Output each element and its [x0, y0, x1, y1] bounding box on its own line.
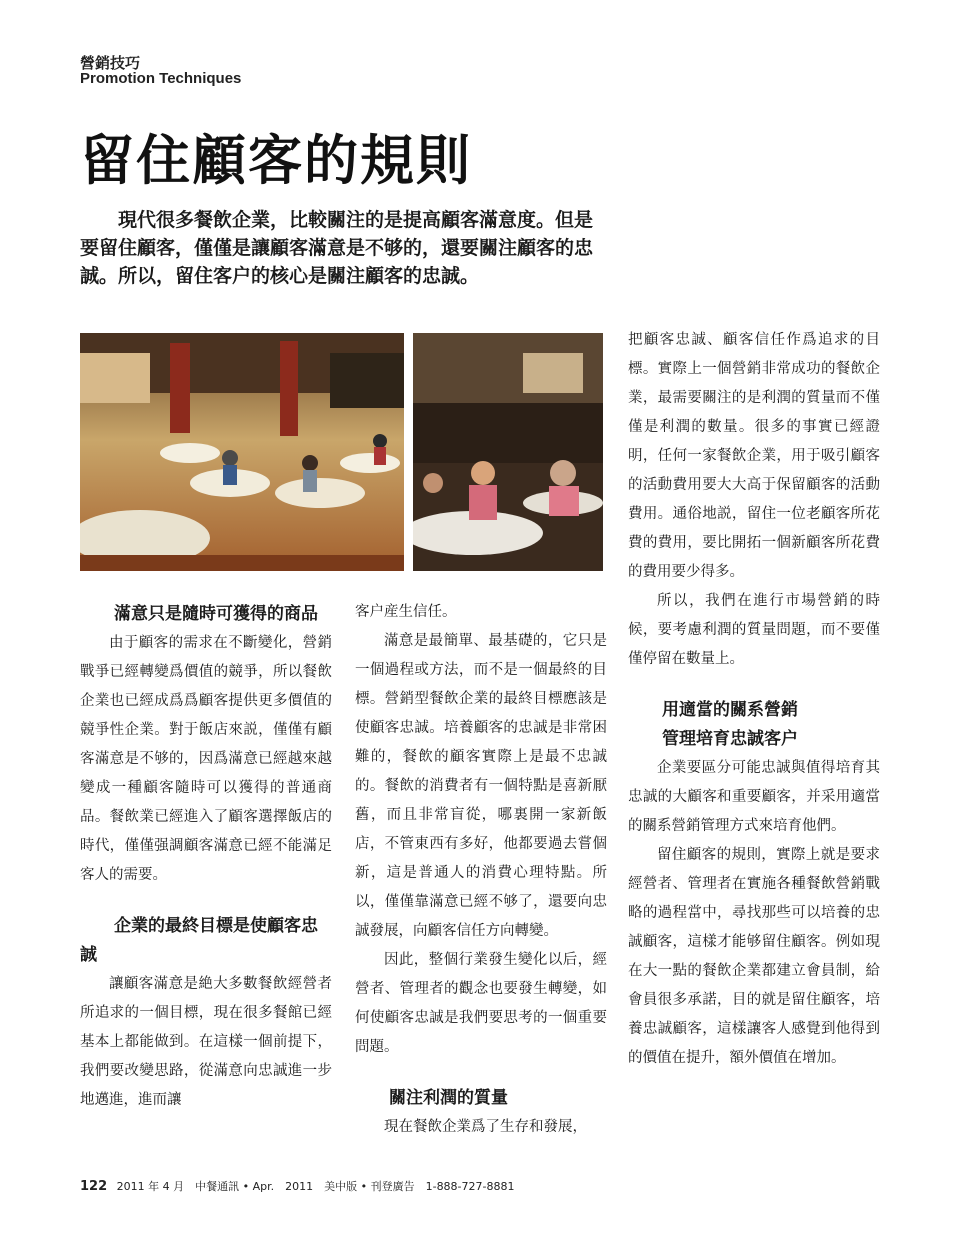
subheading-profit-quality: 關注利潤的質量: [389, 1088, 508, 1108]
restaurant-diners-photo: [413, 333, 603, 571]
article-column-1: [80, 600, 332, 1115]
article-lede: [80, 206, 610, 290]
article-column-3: [628, 326, 880, 1073]
body-paragraph: 客户産生信任。: [355, 604, 457, 620]
article-title: 留住顧客的規則: [80, 128, 472, 192]
body-paragraph: 留住顧客的規則，實際上就是要求經營者、管理者在實施各種餐飲營銷戰略的過程當中，尋找那些可以培養的忠誠顧客，這樣才能够留住顧客。例如現在大一點的餐飲企業都建立會員制，給會員很多承諾，目的就是留住顧客，培養忠誠顧客，這樣讓客人感覺到他得到的價值在提升，額外價值在增加。: [628, 847, 880, 1066]
page-number: 122: [80, 1179, 108, 1194]
body-paragraph: 所以，我們在進行市場營銷的時候，要考慮利潤的質量問題，而不要僅僅停留在數量上。: [628, 593, 880, 667]
section-label-english: Promotion Techniques: [80, 70, 242, 87]
body-paragraph: 滿意是最簡單、最基礎的，它只是一個過程或方法，而不是一個最終的目標。營銷型餐飲企業的最終目標應該是使顧客忠誠。培養顧客的忠誠是非常困難的，餐飲的顧客實際上是最不忠誠的。餐飲的消費者有一個特點是喜新厭舊，而且非常盲從，哪裏開一家新飯店，不管東西有多好，他都要過去嘗個新，這是普通人的消費心理特點。所以，僅僅靠滿意已經不够了，還要向忠誠發展，向顧客信任方向轉變。: [355, 633, 607, 939]
page-footer: [80, 1178, 515, 1194]
body-paragraph: 由于顧客的需求在不斷變化，營銷戰爭已經轉變爲價值的競爭，所以餐飲企業也已經成爲爲顧客提供更多價值的競爭性企業。對于飯店來説，僅僅有顧客滿意是不够的，因爲滿意已經越來越變成一種顧客隨時可以獲得的普通商品。餐飲業已經進入了顧客選擇飯店的時代，僅僅强調顧客滿意已經不能滿足客人的需要。: [80, 635, 332, 883]
section-label-chinese: 營銷技巧: [80, 54, 141, 72]
subheading-ultimate-goal: 企業的最終目標是使顧客忠誠: [80, 916, 318, 965]
article-column-2: [355, 598, 607, 1142]
subheading-relationship-marketing: 用適當的關系營銷: [662, 700, 798, 720]
lede-text: 現代很多餐飲企業，比較關注的是提高顧客滿意度。但是要留住顧客，僅僅是讓顧客滿意是不够的，還要關注顧客的忠誠。所以，留住客户的核心是關注顧客的忠誠。: [80, 209, 594, 287]
subheading-satisfaction: 滿意只是隨時可獲得的商品: [114, 604, 318, 624]
body-paragraph: 讓顧客滿意是絶大多數餐飲經營者所追求的一個目標，現在很多餐館已經基本上都能做到。在這樣一個前提下，我們要改變思路，從滿意向忠誠進一步地邁進，進而讓: [80, 976, 332, 1108]
body-paragraph: 把顧客忠誠、顧客信任作爲追求的目標。實際上一個營銷非常成功的餐飲企業，最需要關注的是利潤的質量而不僅僅是利潤的數量。很多的事實已經證明，任何一家餐飲企業，用于吸引顧客的活動費用要大大高于保留顧客的活動費用。通俗地説，留住一位老顧客所花費的費用，要比開拓一個新顧客所花費的費用要少得多。: [628, 332, 880, 580]
body-paragraph: 企業要區分可能忠誠與值得培育其忠誠的大顧客和重要顧客，并采用適當的關系營銷管理方式來培育他們。: [628, 760, 880, 834]
subheading-relationship-marketing-line2: 管理培育忠誠客户: [662, 729, 798, 749]
body-paragraph: 現在餐飲企業爲了生存和發展，: [384, 1119, 587, 1135]
restaurant-dining-hall-photo: [80, 333, 404, 571]
footer-text: 2011 年 4 月 中餐通訊 • Apr. 2011 美中版 • 刊登廣告 1-888-727-8881: [116, 1180, 515, 1193]
body-paragraph: 因此，整個行業發生變化以后，經營者、管理者的觀念也要發生轉變，如何使顧客忠誠是我們要思考的一個重要問題。: [355, 952, 607, 1055]
